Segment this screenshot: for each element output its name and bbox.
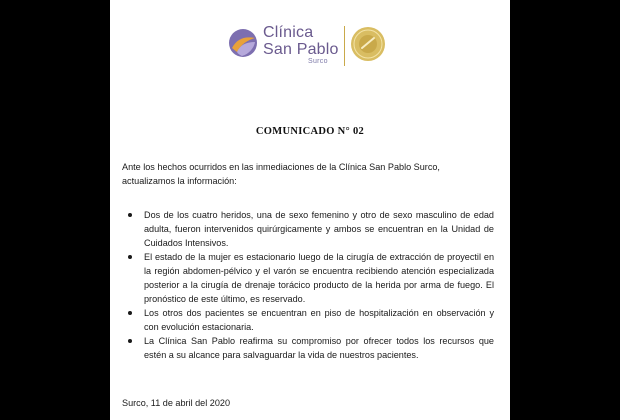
brand-name-line1: Clínica — [263, 24, 314, 41]
brand-name-line2: San Pablo — [263, 41, 339, 58]
list-item-text: Dos de los cuatro heridos, una de sexo femenino y otro de sexo masculino de edad adulta, fueron intervenidos quirúrgicamente y ambos se encuentran en la Unidad de Cuidados Intensivos. — [144, 210, 494, 248]
list-item — [122, 306, 494, 334]
bullet-icon — [128, 339, 132, 343]
signoff-date: Surco, 11 de abril del 2020 — [122, 398, 231, 408]
bullet-icon — [128, 213, 132, 217]
list-item-text: El estado de la mujer es estacionario luego de la cirugía de extracción de proyectil en la región abdomen-pélvico y el varón se encuentra recibiendo atención especializada posterior a la cirugía de drenaje torácico producto de la herida por arma de fuego. El pronóstico de este último, es reservado. — [144, 252, 494, 304]
list-item — [122, 334, 494, 362]
document-page — [110, 0, 510, 420]
list-item-text: La Clínica San Pablo reafirma su compromiso por ofrecer todos los recursos que estén a su alcance para salvaguardar la vida de nuestros pacientes. — [144, 336, 494, 360]
accreditation-seal-icon — [350, 26, 386, 62]
header-logo — [110, 24, 510, 74]
brand-name — [263, 24, 339, 58]
list-item — [122, 208, 494, 250]
list-item-text: Los otros dos pacientes se encuentran en piso de hospitalización en observación y con evolución estacionaria. — [144, 308, 494, 332]
document-title: COMUNICADO N° 02 — [255, 126, 365, 137]
bullet-icon — [128, 311, 132, 315]
brand-location: Surco — [308, 58, 328, 65]
bullet-icon — [128, 255, 132, 259]
intro-paragraph: Ante los hechos ocurridos en las inmediaciones de la Clínica San Pablo Surco, actualizamos la información: — [122, 162, 440, 186]
bullet-list — [122, 208, 494, 362]
logo-divider — [344, 26, 345, 66]
list-item — [122, 250, 494, 306]
clinic-logo-icon — [228, 28, 258, 58]
